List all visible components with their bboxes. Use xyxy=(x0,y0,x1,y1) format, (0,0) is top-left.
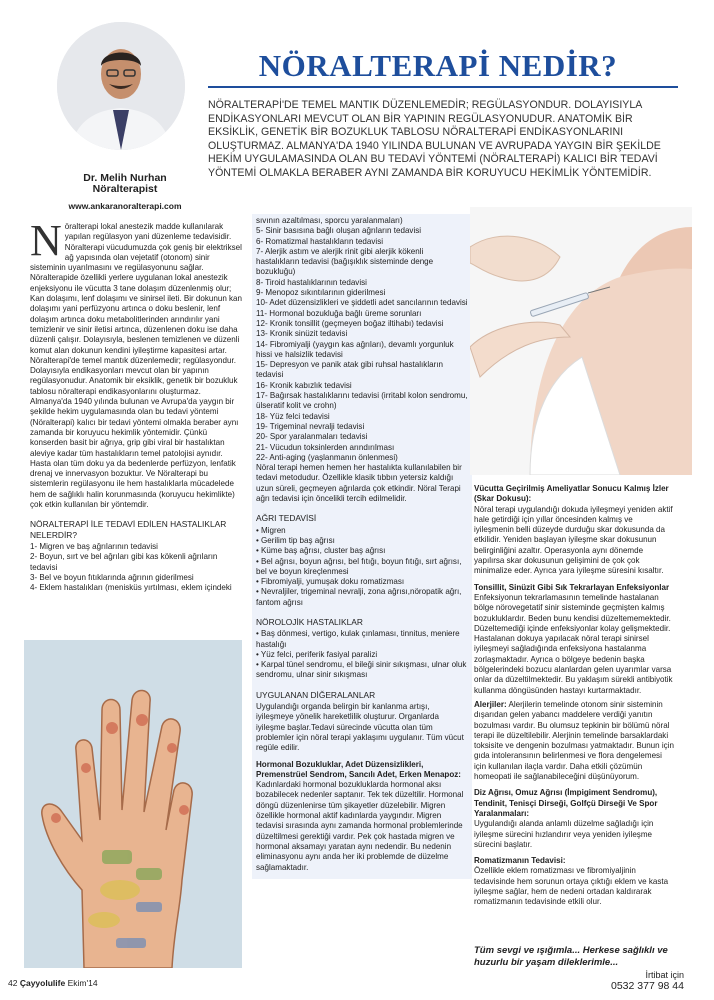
list-item: 21- Vücudun toksinlerden arındırılması xyxy=(256,442,395,452)
issue-date: Ekim'14 xyxy=(67,978,98,988)
list-item: 7- Alerjik astım ve alerjik rinit gibi alerjik kökenli hastalıkların tedavisi (bağışıklık sisteminde denge bozukluğu) xyxy=(256,246,434,277)
list-item: 11- Hormonal bozukluğa bağlı üreme sorunları xyxy=(256,308,422,318)
list-item: • Nevraljiler, trigeminal nevralji, zona ağrısı,nöropatik ağrı, fantom ağrısı xyxy=(256,587,462,607)
list-item: 1- Migren ve baş ağrılarının tedavisi xyxy=(30,541,158,551)
closing-wishes: Tüm sevgi ve ışığımla... Herkese sağlıklı ve huzurlu bir yaşam dileklerimle... xyxy=(474,945,668,968)
allergy-paragraph xyxy=(474,700,674,782)
neuro-heading: NÖROLOJİK HASTALIKLAR xyxy=(256,616,363,627)
other-heading: UYGULANAN DİĞERALANLAR xyxy=(256,689,376,700)
scar-paragraph: Nöral terapi uygulandığı dokuda iyileşmeyi yeniden aktif hale getirdiği için yıllar öncesinden kalmış ve iyileşmenin belli düzeyde durduğu skar dokusunda da etkilidir. Yeniden başlayan iyileşme skar dokusunun belirginliğini azaltır. Operasyonla aynı dönemde yapılırsa skar dokusunun gelişimini de çok çok minimalize eder. Ayrıca yara iyileşme süresini kısaltır. xyxy=(474,504,673,576)
contact-label: İrtibat için xyxy=(645,970,684,980)
rheum-heading: Romatizmanın Tedavisi: xyxy=(474,856,566,866)
col1-para-text: öralterapi lokal anestezik madde kullanılarak yapılan regülasyon yani düzenleme tedavisidir. Nöralterapi vücudumuzda çok geniş bir elektriksel ağ yapısında olan vejetatif (otonom) sinir sisteminin uyarılmasını ve regülasyonunu sağlar. Nöralterapide özellikli yerlere uygulanan lokal anestezik enjeksiyonu ile vücutta 3 tane dolaşım düzenlenmiş olur; Kan dolaşımı, lenf dolaşımı ve sinirsel ileti. Bir dokunun kan dolaşımı yani perfüzyonu artınca o doku beslenir, lenf dolaşım artınca doku metabolitlerinden arındırılır yani temizlenir ve sinir iletisi artınca, düzenlenen doku ise daha düzenli çalışır. Dolayısıyla, beslenen temizlenen ve düzenli komut alan dokunun kendini iyileştirme kapasitesi artar. Nöralterapi'de temel mantık düzenlemedir; regülasyondur. Dolayısıyla endikasyonları mevcut olan bir yapının regülasyonudur. Anatomik bir eksiklik, genetik bir bozukluk tablosu nöralterapi endikasyonlarını oluşturmaz. Almanya'da 1940 yılında bulunan ve Avrupa'da yaygın bir şekilde hekim uygulamasında olan bu tedavi yöntemi (Nöralterapi) kalıcı bir tedavi yöntemi olmakla beraber aynı zamanda bir koruyucu hekimlik yöntemidir. Çünkü konserden basit bir ağrıya, grip gibi viral bir hastalıktan aleviye kadar tüm hastalıkların temel patolojisi aynıdır. Hasta olan tüm doku ya da bedenlerde perfüzyon, lenfatik drenaj ve innervasyon bozuktur. Ve Nöralterapi bu sistemlerin regülasyonu ile hem hastalıklarla mücadelede hem de sağlıklı halin korunmasında (koruyucu hekimlikte) çok etkin kullanılan bir yöntemdir. xyxy=(30,222,243,510)
list-item: 6- Romatizmal hastalıkların tedavisi xyxy=(256,236,384,246)
page-footer xyxy=(8,978,98,988)
list-item: 9- Menopoz sıkıntılarının giderilmesi xyxy=(256,288,386,298)
pain-heading: AĞRI TEDAVİSİ xyxy=(256,513,317,524)
list-item: 2- Boyun, sırt ve bel ağrıları gibi kas kökenli ağrıların tedavisi xyxy=(30,552,218,572)
col2-paragraph: Nöral terapi hemen hemen her hastalıkta kullanılabilen bir tedavi metodudur. Özellikle klasik tıbbın yetersiz kaldığı uzun süreli, geçmeyen ağrılarda çok etkindir. Nöral Terapi ağrı tedavisi için öncelikli tercih edilmelidir. xyxy=(256,463,462,504)
allergy-text: Alerjilerin temelinde otonom sinir sisteminin dışarıdan gelen yabancı maddelere verdiği yanıtın bozulması vardır. Bu olumsuz tepkinin bir bölümü nöral terapi ile düzeltilebilir. Alerjinin temelinde barsaklardaki toksisite ve dengenin bozulması yatmaktadır. Bunun için gıda intoleransının belirlenmesi ve flora dengelemesi için kullanılan ilaçla vardır. Daha etkili çözümün homeopati ile sağlanabileceğini düşünüyorum. xyxy=(474,699,674,782)
list-item: sıvının azaltılması, sporcu yaralanmaları) xyxy=(256,216,403,225)
rheum-paragraph: Özellikle eklem romatizması ve fibromiyaljinin tedavisinde hem sorunun ortaya çıktığı eklem ve kasta iyileşme sağlar, hem de nedeni ortadan kaldırarak romatizmanın tedavisinde etkili olur. xyxy=(474,866,669,907)
list-item: • Fibromiyalji, yumuşak doku romatizması xyxy=(256,577,405,587)
list-item: 3- Bel ve boyun fıtıklarında ağrının giderilmesi xyxy=(30,572,194,582)
author-portrait-image xyxy=(57,22,185,150)
column-3 xyxy=(474,484,674,912)
article-intro: NÖRALTERAPİ'DE TEMEL MANTIK DÜZENLEMEDİR; REGÜLASYONDUR. DOLAYISIYLA ENDİKASYONLARI MEVCUT OLAN BİR YAPININ REGÜLASYONUDUR. ANATOMİK BİR EKSİKLİK, GENETİK BİR BOZUKLUK TABLOSU NÖRALTERAPİ ENDİKASYONLARINI OLUŞTURMAZ. ALMANYA'DA 1940 YILINDA BULUNAN VE AVRUPADA YAYGIN BİR ŞEKİLDE HEKİM UYGULAMASINDA OLAN BU TEDAVİ YÖNTEMİ (NÖRALTERAPİ) KALICI BİR TEDAVİ YÖNTEMİ OLMAKLA BERABER AYNI ZAMANDA BİR KORUYUCU HEKİMLİK YÖNTEMİDİR. xyxy=(208,99,661,179)
list-item: 4- Eklem hastalıkları (menisküs yırtılması, eklem içindeki xyxy=(30,583,232,593)
knee-heading: Diz Ağrısı, Omuz Ağrısı (İmpigiment Sendromu), Tendinit, Tenisçi Dirseği, Golfçü Dirseği Ve Spor Yaralanmaları: xyxy=(474,788,658,818)
disease-list-heading: NÖRALTERAPİ İLE TEDAVİ EDİLEN HASTALIKLAR NELERDİR? xyxy=(30,519,227,540)
list-item: • Bel ağrısı, boyun ağrısı, bel fıtığı, boyun fıtığı, sırt ağrısı, bel ve boyun kireçlenmesi xyxy=(256,556,462,576)
page-number: 42 xyxy=(8,978,18,988)
list-item: 13- Kronik sinüzit tedavisi xyxy=(256,329,348,339)
list-item: 10- Adet düzensizlikleri ve şiddetli adet sancılarının tedavisi xyxy=(256,298,468,308)
list-item: 22- Anti-aging (yaşlanmanın önlenmesi) xyxy=(256,452,398,462)
author-website[interactable]: www.ankaranoralterapi.com xyxy=(68,201,182,211)
list-item: 5- Sinir basısına bağlı oluşan ağrıların tedavisi xyxy=(256,226,422,236)
scar-heading: Vücutta Geçirilmiş Ameliyatlar Sonucu Kalmış İzler (Skar Dokusu): xyxy=(474,484,669,504)
list-item: • Baş dönmesi, vertigo, kulak çınlaması, tinnitus, meniere hastalığı xyxy=(256,629,460,649)
column-2-box xyxy=(252,214,472,879)
hormone-heading: Hormonal Bozukluklar, Adet Düzensizlikleri, Premenstrüel Sendrom, Sancılı Adet, Erken Menapoz: xyxy=(256,759,461,779)
hand-icon xyxy=(24,640,242,968)
list-item: 8- Tiroid hastalıklarının tedavisi xyxy=(256,277,367,287)
author-title: Nöralterapist xyxy=(92,183,158,195)
shoulder-injection-image xyxy=(470,207,692,475)
list-item: 16- Kronik kabızlık tedavisi xyxy=(256,380,352,390)
list-item: 14- Fibromiyalji (yaygın kas ağrıları), devamlı yorgunluk hissi ve halsizlik tedavisi xyxy=(256,339,454,359)
title-rule xyxy=(208,86,678,88)
other-paragraph: Uygulandığı organda belirgin bir kanlanma artışı, iyileşmeye yönelik hareketlilik oluşturur. Organlarda iyileşme başlar.Tedavi sürecinde vücutta olan tüm problemler için nöral terapi yaklaşımı uygulanır. Tüm vücut regüle edilir. xyxy=(256,702,464,753)
author-name: Dr. Melih Nurhan xyxy=(83,172,167,184)
list-item: • Yüz felci, periferik fasiyal paralizi xyxy=(256,649,378,659)
drop-cap: N xyxy=(30,216,62,265)
disease-list-part2 xyxy=(256,216,468,463)
list-item: 19- Trigeminal nevralji tedavisi xyxy=(256,421,365,431)
list-item: 18- Yüz felci tedavisi xyxy=(256,411,330,421)
article-title: NÖRALTERAPİ NEDİR? xyxy=(258,48,618,83)
list-item: • Gerilim tip baş ağrısı xyxy=(256,535,335,545)
list-item: 12- Kronik tonsillit (geçmeyen boğaz iltihabı) tedavisi xyxy=(256,318,444,328)
neuro-list xyxy=(256,629,468,680)
column-1 xyxy=(30,216,243,593)
knee-paragraph: Uygulandığı alanda anlamlı düzelme sağladığı için iyileşme sürecini hızlandırır veya yeniden iyileşme sürecini başlatır. xyxy=(474,819,654,849)
list-item: 20- Spor yaralanmaları tedavisi xyxy=(256,432,368,442)
contact-phone[interactable]: 0532 377 98 44 xyxy=(611,980,684,992)
disease-list-part1 xyxy=(30,542,243,593)
list-item: 15- Depresyon ve panik atak gibi ruhsal hastalıkların tedavisi xyxy=(256,360,443,380)
pain-list xyxy=(256,526,468,608)
hormone-paragraph: Kadınlardaki hormonal bozukluklarda hormonal aksı bozabilecek nedenler saptanır. Tek tek düzeltilir. Hormonal döngü düzenlenirse tüm şikayetler düzelebilir. Migren özellikle hormonal aktif kadınlarda yaygındır. Migren tedavisi sırasında aynı zamanda hormonal problemlerinde düzeltilmesi gerektiği vardır. Pek çok hastada migren ve hormonal aksamayı yaratan aynı nedendir. Bu nedenin eliminasyonu aynı anda her iki problemde de düzelme sağlamaktadır. xyxy=(256,780,464,872)
list-item: 17- Bağırsak hastalıklarını tedavisi (irritabl kolon sendromu, ülseratif kolit ve crohn) xyxy=(256,391,468,411)
list-item: • Küme baş ağrısı, cluster baş ağrısı xyxy=(256,546,386,556)
list-item: • Migren xyxy=(256,525,286,535)
col1-paragraph xyxy=(30,216,243,510)
tonsil-heading: Tonsillit, Sinüzit Gibi Sık Tekrarlayan Enfeksiyonlar xyxy=(474,582,670,592)
tonsil-paragraph: Enfeksiyonun tekrarlamasının temelinde hastalanan bölge nörovegetatif sinir sisteminde geçmişten kalmış bozukluklardır. Beden bunu kendisi düzeltememektedir. Düzeltemediği içinde enfeksiyonlar kolay gelişmektedir. Hastalanan dokuya yapılacak nöral terapi sinirsel iyileşmeyi sağladığında enfeksiyona hastalanma zorlaşmaktadır. Ayrıca o bölgeye bedenin başka bölgelerindeki bozucu alanlardan gelen uyarımlar varsa onlar da düzeltilmektedir. Bu yaklaşım sürekli antibiyotik kullanma döngüsünden hastayı kurtarmaktadır. xyxy=(474,592,673,695)
list-item: • Karpal tünel sendromu, el bileği sinir sıkışması, ulnar oluk sendromu, ulnar sinir sıkışması xyxy=(256,660,467,680)
injection-icon xyxy=(470,207,692,475)
allergy-heading: Alerjiler: xyxy=(474,699,507,709)
hand-reflexology-image xyxy=(24,640,242,968)
author-portrait xyxy=(57,22,185,150)
magazine-brand: Çayyolulife xyxy=(19,978,66,988)
